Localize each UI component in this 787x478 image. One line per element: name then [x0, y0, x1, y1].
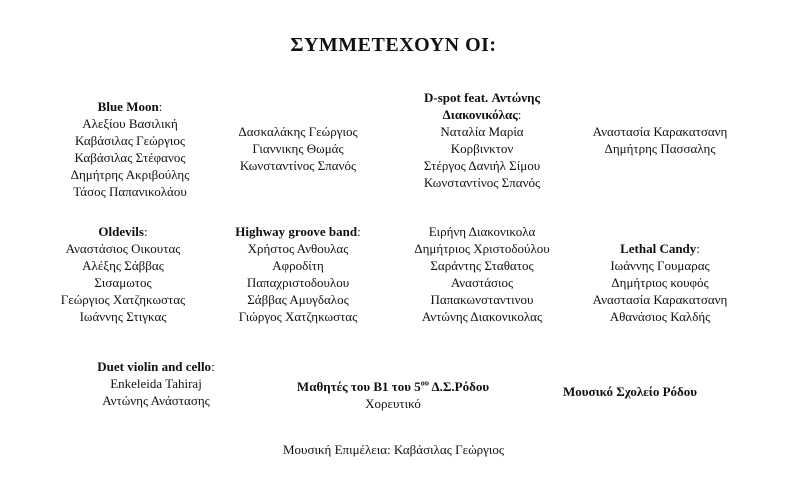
member-name: Κωνσταντίνος Σπανός — [239, 158, 357, 173]
member-name: Στέργος Δανιήλ Σίμου — [423, 158, 541, 173]
heading-colon: : — [696, 241, 700, 256]
member-name: Γιώργος Χατζηκωστας — [238, 309, 358, 324]
member-name: Δημήτριος Χριστοδούλου — [414, 241, 550, 256]
heading-colon: : — [517, 107, 522, 122]
member-name: Ναταλία Μαρία — [440, 124, 524, 139]
heading-colon: : — [357, 224, 361, 239]
group-unnamed-3 — [392, 223, 572, 325]
member-name: Δημήτριος κουφός — [611, 275, 709, 290]
member-name: Παπακωνσταντινου — [430, 292, 534, 307]
group-name: Lethal Candy — [620, 241, 697, 256]
group-heading — [33, 223, 213, 240]
member-name: Ιωάννης Γουμαρας — [610, 258, 710, 273]
group-heading — [66, 358, 246, 375]
member-name: Αναστάσιος Οικουτας — [65, 241, 181, 256]
member-name: Καβάσιλας Στέφανος — [74, 150, 186, 165]
group-name-suffix: Δ.Σ.Ρόδου — [428, 379, 490, 395]
group-music-school — [540, 383, 720, 400]
group-heading — [392, 106, 572, 123]
group-heading — [208, 223, 388, 240]
member-name: Σάββας Αμυγδαλος — [247, 292, 349, 307]
member-name: Αλέξης Σάββας — [82, 258, 164, 273]
ordinal-superscript: ου — [420, 379, 429, 388]
member-name: Τάσος Παπανικολάου — [73, 184, 187, 199]
heading-colon: : — [143, 224, 148, 239]
group-name: Highway groove band — [235, 224, 358, 239]
member-name: Αναστασία Καρακατσανη — [592, 124, 728, 139]
group-heading — [263, 375, 523, 395]
group-name: Duet violin and cello — [97, 359, 212, 374]
group-name — [297, 379, 489, 394]
member-name: Παπαχριστοδουλου — [246, 275, 350, 290]
group-name: Blue Moon — [97, 99, 159, 114]
group-students — [263, 375, 523, 412]
member-name: Σαράντης Σταθατος — [430, 258, 534, 273]
member-name: Αναστάσιος — [450, 275, 514, 290]
group-heading — [570, 240, 750, 257]
member-name: Δημήτρης Πασσαλης — [604, 141, 716, 156]
member-name: Δασκαλάκης Γεώργιος — [238, 124, 358, 139]
member-name: Καβάσιλας Γεώργιος — [74, 133, 186, 148]
group-heading — [540, 383, 720, 400]
group-duet-violin-cello — [66, 358, 246, 409]
group-name-prefix: Μαθητές του Β1 του 5 — [296, 379, 421, 395]
member-name: Αλεξίου Βασιλική — [82, 116, 178, 131]
group-highway-groove-band — [208, 223, 388, 325]
member-name: Χρήστος Ανθουλας — [247, 241, 349, 256]
member-name: Σισαμωτος — [94, 275, 152, 290]
member-name: Γιαννικης Θωμάς — [252, 141, 344, 156]
heading-colon: : — [158, 99, 163, 114]
group-unnamed-2 — [570, 123, 750, 157]
member-name: Γεώργιος Χατζηκωστας — [60, 292, 186, 307]
group-name-line2: Διακονικόλας — [442, 107, 518, 122]
group-name-line1: D-spot feat. Αντώνης — [424, 90, 540, 105]
group-lethal-candy — [570, 240, 750, 325]
member-name: Αντώνης Διακονικολας — [421, 309, 543, 324]
member-name: Κωνσταντίνος Σπανός — [423, 175, 541, 190]
group-oldevils — [33, 223, 213, 325]
group-heading — [40, 98, 220, 115]
member-name: Αναστασία Καρακατσανη — [592, 292, 728, 307]
group-blue-moon — [40, 98, 220, 200]
group-d-spot — [392, 89, 572, 191]
member-name: Κορβινκτον — [450, 141, 514, 156]
member-name: Αντώνης Ανάστασης — [102, 393, 210, 408]
group-name: Μουσικό Σχολείο Ρόδου — [563, 384, 697, 399]
page-title: ΣΥΜΜΕΤΕΧΟΥΝ ΟΙ: — [290, 34, 497, 56]
group-name: Oldevils — [98, 224, 144, 239]
heading-colon: : — [211, 359, 215, 374]
member-name: Ιωάννης Στιγκας — [79, 309, 167, 324]
music-direction-credit: Μουσική Επιμέλεια: Καβάσιλας Γεώργιος — [282, 442, 505, 457]
member-name: Αθανάσιος Καλδής — [609, 309, 711, 324]
member-name: Δημήτρης Ακριβούλης — [70, 167, 190, 182]
group-heading — [392, 89, 572, 106]
member-name: Enkeleida Tahiraj — [110, 376, 202, 391]
member-name: Αφροδίτη — [272, 258, 324, 273]
member-name: Ειρήνη Διακονικολα — [428, 224, 536, 239]
member-name: Χορευτικό — [365, 396, 421, 412]
group-unnamed-1 — [208, 123, 388, 174]
